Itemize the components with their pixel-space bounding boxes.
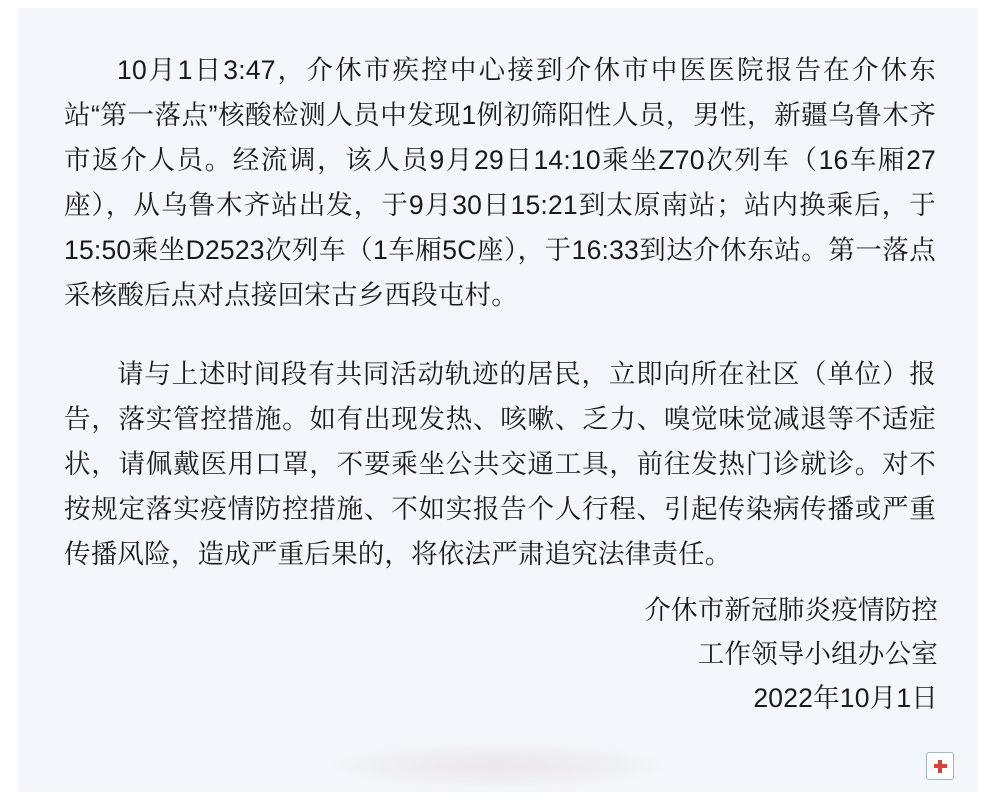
signature-block bbox=[418, 588, 938, 720]
cross-glyph bbox=[934, 760, 947, 773]
medical-cross-icon bbox=[926, 752, 954, 780]
paragraph-case-details: 10月1日3:47，介休市疾控中心接到介休市中医医院报告在介休东站“第一落点”核酸检测人员中发现1例初筛阳性人员，男性，新疆乌鲁木齐市返介人员。经流调，该人员9月29日14:10乘坐Z70次列车（16车厢27座），从乌鲁木齐站出发，于9月30日15:21到太原南站；站内换乘后，于15:50乘坐D2523次列车（1车厢5C座），于16:33到达介休东站。第一落点采核酸后点对点接回宋古乡西段屯村。 bbox=[64, 55, 936, 310]
notice-body bbox=[64, 48, 936, 611]
signature-date: 2022年10月1日 bbox=[753, 683, 938, 713]
paragraph-public-instructions: 请与上述时间段有共同活动轨迹的居民，立即向所在社区（单位）报告，落实管控措施。如有出现发热、咳嗽、乏力、嗅觉味觉减退等不适症状，请佩戴医用口罩，不要乘坐公共交通工具，前往发热门诊就诊。对不按规定落实疫情防控措施、不如实报告个人行程、引起传染病传播或严重传播风险，造成严重后果的，将依法严肃追究法律责任。 bbox=[64, 359, 936, 569]
signature-org-line1: 介休市新冠肺炎疫情防控 bbox=[644, 595, 938, 625]
signature-org-line2: 工作领导小组办公室 bbox=[697, 639, 938, 669]
notice-card bbox=[18, 8, 978, 792]
watermark-stamp bbox=[333, 743, 663, 789]
